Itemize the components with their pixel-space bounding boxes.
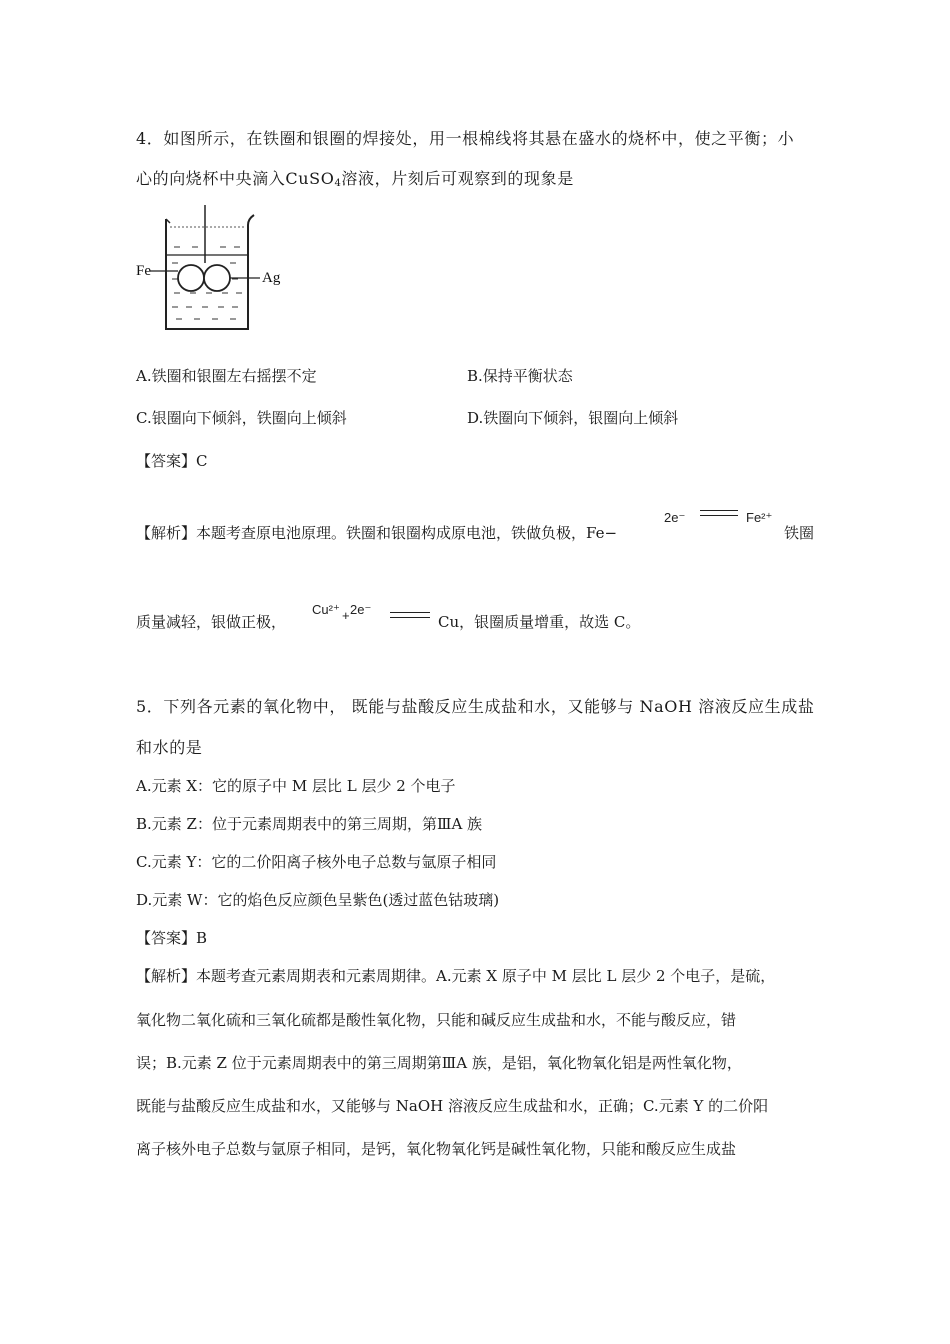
q4-option-c: C.银圈向下倾斜，铁圈向上倾斜 xyxy=(136,409,347,427)
iron-ring xyxy=(178,265,204,291)
q5-option-a: A.元素 X：它的原子中 M 层比 L 层少 2 个电子 xyxy=(136,777,456,795)
fe-label: Fe xyxy=(136,263,151,279)
q5-stem-line-1: 5．下列各元素的氧化物中， 既能与盐酸反应生成盐和水，又能够与 NaOH 溶液反应生成盐 xyxy=(136,697,815,716)
q5-analysis-line: 误；B.元素 Z 位于元素周期表中的第三周期第ⅢA 族，是铝，氧化物氧化铝是两性氧化物， xyxy=(136,1054,742,1072)
q4-analysis-line-1-tail: 铁圈 xyxy=(784,524,815,542)
q5-option-d: D.元素 W：它的焰色反应颜色呈紫色(透过蓝色钴玻璃) xyxy=(136,891,500,909)
eq2-reactant: Cu²⁺ xyxy=(312,602,340,617)
q4-stem-text-b: 溶液，片刻后可观察到的现象是 xyxy=(341,169,574,188)
eq2-equals-top xyxy=(390,612,430,613)
eq1-electrons: 2e⁻ xyxy=(664,510,686,525)
beaker-figure xyxy=(136,205,296,335)
q4-formula-subscript: 4 xyxy=(334,178,342,189)
ag-label: Ag xyxy=(262,270,281,286)
q4-analysis-line-1: 【解析】本题考查原电池原理。铁圈和银圈构成原电池，铁做负极，Fe− xyxy=(136,524,618,542)
eq1-product: Fe²⁺ xyxy=(746,510,773,525)
eq2-electrons: 2e⁻ xyxy=(350,602,372,617)
eq2-plus: + xyxy=(342,608,350,623)
q5-analysis-line: 氧化物二氧化硫和三氧化硫都是酸性氧化物，只能和碱反应生成盐和水，不能与酸反应，错 xyxy=(136,1011,737,1029)
q4-analysis-line-2: 质量减轻，银做正极， xyxy=(136,613,287,631)
q4-stem-line-1: 4．如图所示，在铁圈和银圈的焊接处，用一根棉线将其悬在盛水的烧杯中，使之平衡；小 xyxy=(136,129,795,148)
q5-analysis-line: 离子核外电子总数与氩原子相同，是钙，氧化物氧化钙是碱性氧化物，只能和酸反应生成盐 xyxy=(136,1140,737,1158)
q4-stem-line-2 xyxy=(136,168,574,195)
q4-stem-text-a: 心的向烧杯中央滴入 xyxy=(136,169,286,188)
eq2-equals-bottom xyxy=(390,617,430,618)
q5-answer: 【答案】B xyxy=(136,929,208,947)
q4-option-a: A.铁圈和银圈左右摇摆不定 xyxy=(136,367,317,385)
q5-option-b: B.元素 Z：位于元素周期表中的第三周期，第ⅢA 族 xyxy=(136,815,483,833)
eq1-equals-bottom xyxy=(700,515,738,516)
q4-option-d: D.铁圈向下倾斜，银圈向上倾斜 xyxy=(467,409,679,427)
q4-option-b: B.保持平衡状态 xyxy=(467,367,573,385)
eq1-equals-top xyxy=(700,510,738,511)
q4-analysis-line-2-tail: Cu，银圈质量增重，故选 C。 xyxy=(438,613,641,631)
q5-stem-line-2: 和水的是 xyxy=(136,738,203,757)
q4-answer: 【答案】C xyxy=(136,452,208,470)
q5-analysis-line: 【解析】本题考查元素周期表和元素周期律。A.元素 X 原子中 M 层比 L 层少 2 个电子，是硫， xyxy=(136,967,776,985)
q4-formula: CuSO xyxy=(285,169,335,188)
q5-option-c: C.元素 Y：它的二价阳离子核外电子总数与氩原子相同 xyxy=(136,853,497,871)
q5-analysis-line: 既能与盐酸反应生成盐和水，又能够与 NaOH 溶液反应生成盐和水，正确；C.元素 Y 的二价阳 xyxy=(136,1097,769,1115)
silver-ring xyxy=(204,265,230,291)
